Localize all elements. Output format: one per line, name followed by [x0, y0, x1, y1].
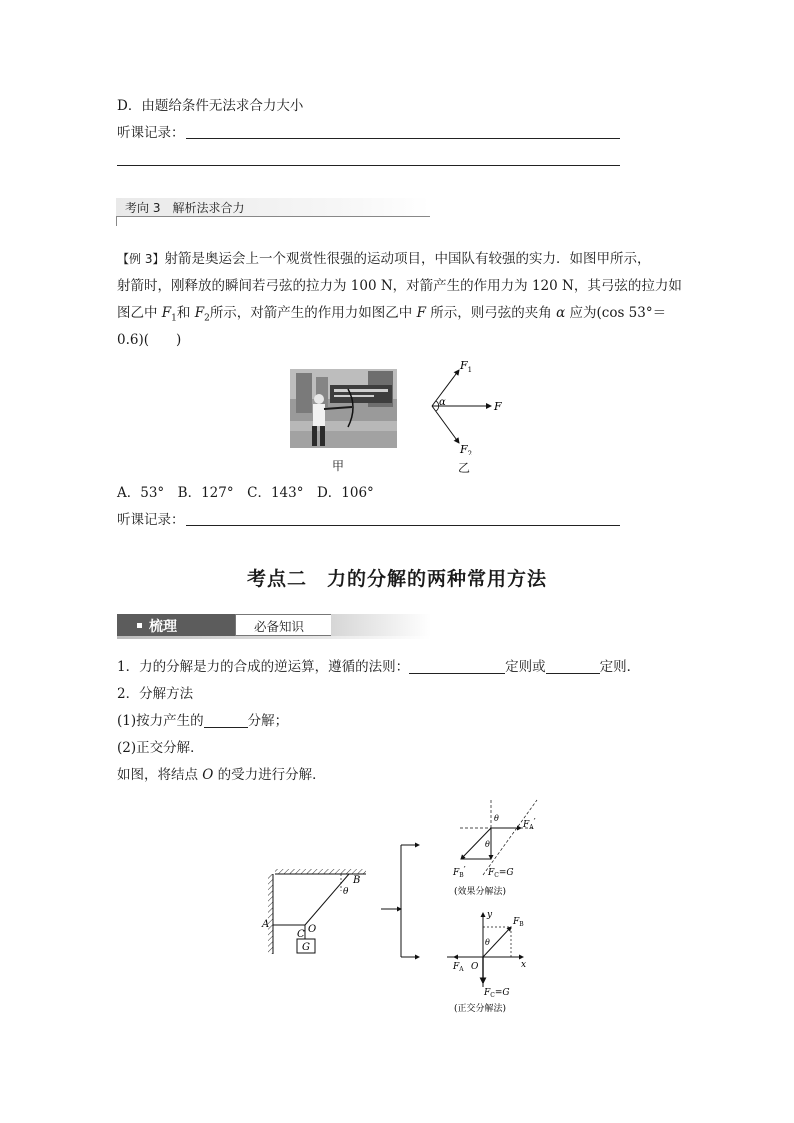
banner-knowledge: 必备知识 — [235, 614, 333, 636]
x-label: x — [521, 960, 527, 970]
notes-label: 听课记录： — [117, 125, 185, 141]
label-theta: θ — [343, 887, 349, 897]
banner-review: 梳理 — [117, 614, 235, 636]
notes-line[interactable] — [186, 525, 620, 526]
archery-photo — [290, 369, 397, 448]
f2-arrow — [432, 406, 459, 443]
y-label: y — [487, 910, 493, 920]
decomposition-figure — [255, 795, 555, 1020]
alpha-label: α — [439, 397, 446, 408]
example3-line3: 图乙中 $F_1$和 $F_2$所示，对箭产生的作用力如图乙中 F 所示，则弓弦的夹角 α 应为(cos 53°＝ — [117, 305, 667, 324]
wall-hatch — [268, 874, 273, 954]
label-a: A — [262, 919, 270, 930]
notes-label: 听课记录： — [117, 512, 185, 528]
label-c: C — [297, 929, 305, 940]
fill-blank[interactable] — [204, 713, 248, 728]
ortho-fa-label: $F_A$ — [453, 962, 464, 973]
banner-base — [117, 636, 431, 639]
item1: 1．力的分解是力的合成的逆运算，遵循的法则： 定则或 定则． — [117, 659, 641, 675]
label-g: G — [302, 942, 310, 953]
example3-line4: 0.6)( ) — [117, 332, 182, 348]
item2: 2．分解方法 — [117, 686, 194, 702]
f2-label: $F_2$ — [460, 443, 473, 455]
square-bullet-icon — [137, 623, 142, 628]
bowstring-diagram — [420, 355, 520, 455]
ortho-fb-label: $F_B$ — [513, 917, 524, 928]
svg-text:θ: θ — [485, 840, 490, 849]
effect-fa-label: $F_A'$ — [523, 818, 536, 831]
example3-options: A．53° B．127° C．143° D．106° — [117, 485, 374, 501]
topic-tag: 考向 3 解析法求合力 — [116, 198, 430, 217]
example3-line2: 射箭时，刚释放的瞬间若弓弦的拉力为 100 N，对箭产生的作用力为 120 N，其弓弦的拉力如 — [117, 278, 682, 294]
section-title: 考点二 力的分解的两种常用方法 — [246, 568, 547, 590]
f1-label: $F_1$ — [460, 359, 473, 374]
svg-text:θ: θ — [494, 814, 499, 823]
banner-tail — [331, 614, 431, 636]
label-b: B — [353, 875, 361, 886]
example3-line1: 【例 3】射箭是奥运会上一个观赏性很强的运动项目，中国队有较强的实力．如图甲所示， — [117, 251, 651, 267]
notes-line[interactable] — [117, 165, 620, 166]
topic-tag-tick — [116, 216, 117, 226]
rope-ob — [305, 874, 349, 925]
option-d: D．由题给条件无法求合力大小 — [117, 98, 304, 114]
item2-2: (2)正交分解． — [117, 740, 204, 756]
ortho-caption: (正交分解法) — [454, 1004, 507, 1014]
f-label: F — [494, 400, 502, 413]
ortho-o-label: O — [471, 962, 479, 972]
fill-blank[interactable] — [546, 659, 600, 674]
svg-text:θ: θ — [485, 938, 490, 947]
notes-line[interactable] — [186, 138, 620, 139]
fill-blank[interactable] — [409, 659, 505, 674]
ceiling-hatch — [275, 869, 366, 874]
example-label: 【例 3】 — [117, 252, 165, 266]
effect-fc-label: $F_C=G$ — [488, 868, 514, 879]
effect-caption: (效果分解法) — [454, 887, 507, 897]
ortho-fc-label: $F_C=G$ — [484, 988, 510, 999]
effect-fb-label: $F_B'$ — [453, 866, 466, 879]
fig-jia-label: 甲 — [332, 459, 345, 473]
label-o: O — [308, 924, 317, 935]
item2-1: (1)按力产生的 分解； — [117, 713, 289, 729]
example-intro: 如图，将结点 O 的受力进行分解． — [117, 767, 326, 783]
fig-yi-label: 乙 — [458, 461, 471, 475]
